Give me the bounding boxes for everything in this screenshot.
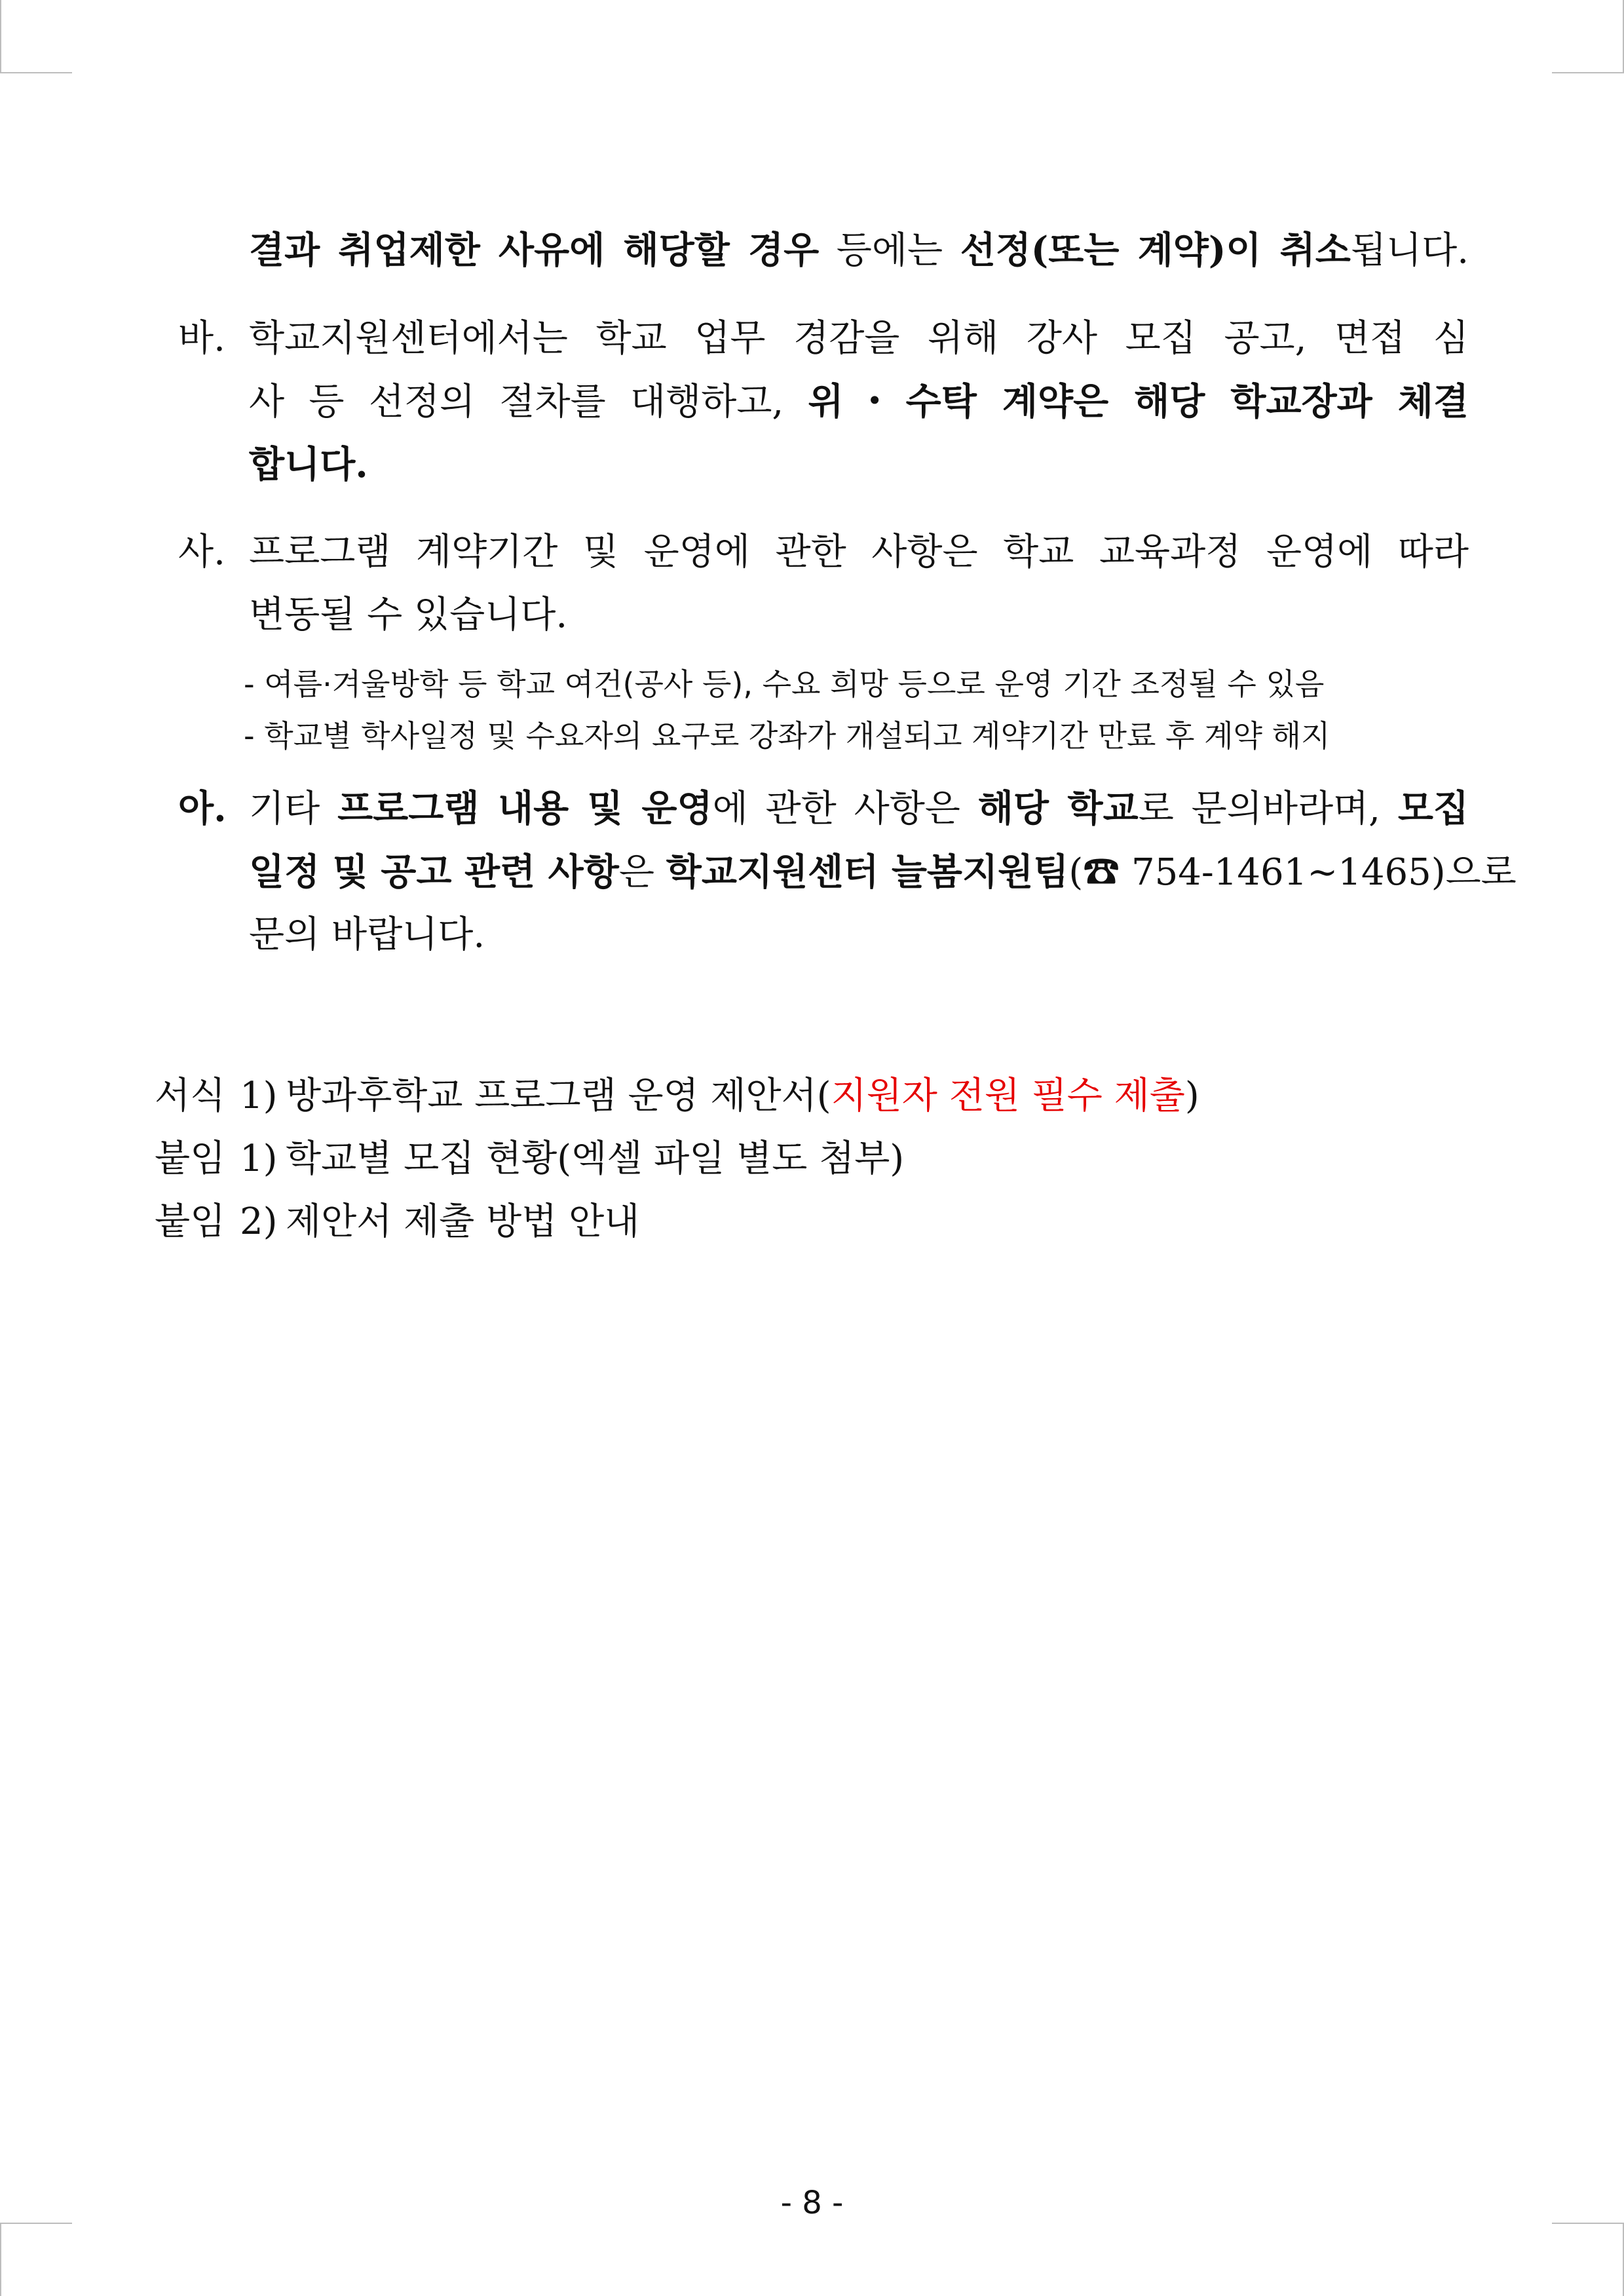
bold-text: 일정 및 공고 관련 사항: [249, 851, 619, 894]
crop-mark: [0, 2224, 1, 2296]
item-marker-ba: 바.: [178, 317, 225, 360]
crop-mark: [1552, 72, 1624, 73]
item-sa-line1: 프로그램 계약기간 및 운영에 관한 사항은 학교 교육과정 운영에 따라: [249, 531, 1469, 573]
item-ba-line2: [249, 379, 1469, 425]
crop-mark: [0, 2223, 72, 2224]
text: 로 문의바라며,: [1138, 788, 1398, 830]
attachment-text: ): [1184, 1075, 1199, 1117]
attachment-2: [155, 1199, 639, 1245]
text: 등에는: [819, 229, 960, 272]
item-marker-a: 아.: [178, 787, 227, 830]
crop-mark: [0, 0, 1, 72]
text: 기타: [249, 788, 338, 830]
bold-text: 학교지원센터 늘봄지원팀: [666, 851, 1069, 894]
continuation-line: [249, 227, 1469, 274]
attachment-number: 2): [240, 1200, 278, 1243]
attachment-label: 붙임: [155, 1200, 226, 1243]
attachment-form-1: [155, 1073, 1199, 1119]
bullet-item: - 여름·겨울방학 등 학교 여건(공사 등), 수요 희망 등으로 운영 기간 조정될 수 있음: [244, 666, 1325, 702]
page-number: - 8 -: [780, 2185, 844, 2221]
attachment-label: 붙임: [155, 1138, 226, 1180]
text: 은: [618, 851, 666, 894]
item-a-line3: 문의 바랍니다.: [249, 913, 485, 956]
attachment-number: 1): [240, 1138, 278, 1180]
item-ba-line1: 학교지원센터에서는 학교 업무 경감을 위해 강사 모집 공고, 면접 심: [249, 317, 1469, 360]
text: (☎ 754-1461~1465)으로: [1068, 851, 1517, 894]
highlight-text: 지원자 전원 필수 제출: [831, 1075, 1185, 1117]
attachment-text: 방과후학교 프로그램 운영 제안서(: [286, 1075, 831, 1117]
item-a-line2: [249, 849, 1517, 896]
crop-mark: [1552, 2223, 1624, 2224]
item-marker-sa: 사.: [178, 531, 225, 573]
attachment-text: 제안서 제출 방법 안내: [286, 1200, 640, 1243]
item-ba-line3: 합니다.: [249, 443, 368, 486]
bold-text: 선정(또는 계약)이 취소: [960, 229, 1351, 272]
attachment-1: [155, 1136, 904, 1182]
crop-mark: [0, 72, 72, 73]
bold-text: 모집: [1397, 787, 1469, 830]
item-sa-line2: 변동될 수 있습니다.: [249, 594, 568, 636]
bullet-item: - 학교별 학사일정 및 수요자의 요구로 강좌가 개설되고 계약기간 만료 후 계약 해지: [244, 718, 1331, 754]
attachment-number: 1): [240, 1075, 278, 1117]
text: 에 관한 사항은: [712, 788, 978, 830]
attachment-text: 학교별 모집 현황(엑셀 파일 별도 첨부): [286, 1138, 905, 1180]
bold-text: 프로그램 내용 및 운영: [337, 787, 713, 830]
bold-text: 결과 취업제한 사유에 해당할 경우: [249, 229, 820, 272]
attachment-label: 서식: [155, 1075, 226, 1117]
bold-text: 해당 학교: [977, 787, 1139, 830]
text: 사 등 선정의 절차를 대행하고,: [249, 381, 808, 423]
text: 됩니다.: [1350, 229, 1469, 272]
bold-text: 위・수탁 계약은 해당 학교장과 체결: [808, 380, 1469, 423]
item-a-line1: [249, 786, 1469, 832]
